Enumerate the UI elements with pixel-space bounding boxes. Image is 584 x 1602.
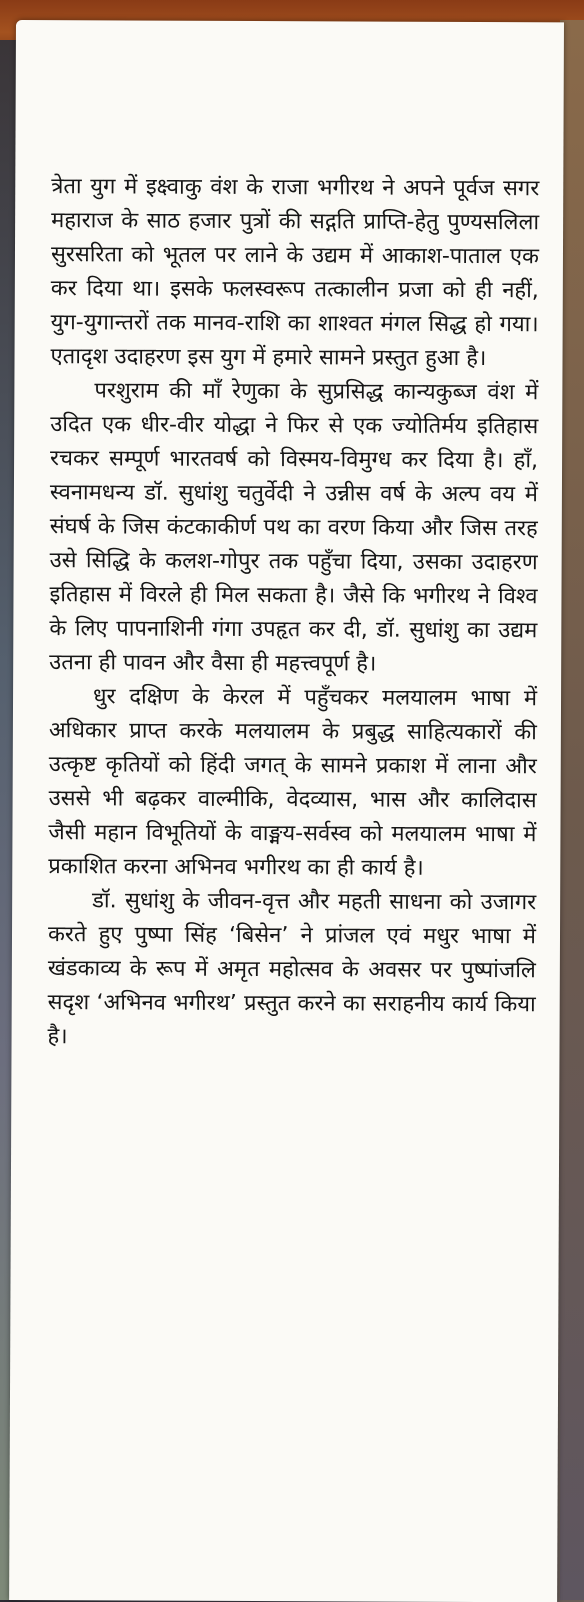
paragraph-2: परशुराम की माँ रेणुका के सुप्रसिद्ध कान्यकुब्ज वंश में उदित एक धीर-वीर योद्धा ने फिर से एक ज्योतिर्मय इतिहास रचकर सम्पूर्ण भारतवर्ष को विस्मय-विमुग्ध कर दिया है। हाँ, स्वनामधन्य डॉ. सुधांशु चतुर्वेदी ने उन्नीस वर्ष के अल्प वय में संघर्ष के जिस कंटकाकीर्ण पथ का वरण किया और जिस तरह उसे सिद्धि के कलश-गोपुर तक पहुँचा दिया, उसका उदाहरण इतिहास में विरले ही मिल सकता है। जैसे कि भगीरथ ने विश्व के लिए पापनाशिनी गंगा उपहृत कर दी, डॉ. सुधांशु का उद्यम उतना ही पावन और वैसा ही महत्त्वपूर्ण है। [49, 378, 539, 677]
page-text [47, 170, 539, 1056]
paragraph-4: डॉ. सुधांशु के जीवन-वृत्त और महती साधना को उजागर करते हुए पुष्पा सिंह ‘बिसेन’ ने प्रांजल एवं मधुर भाषा में खंडकाव्य के रूप में अमृत महोत्सव के अवसर पर पुष्पांजलि सदृश ‘अभिनव भगीरथ’ प्रस्तुत करने का सराहनीय कार्य किया है। [47, 888, 537, 1050]
paragraph-1: त्रेता युग में इक्ष्वाकु वंश के राजा भगीरथ ने अपने पूर्वज सगर महाराज के साठ हजार पुत्रों की सद्गति प्राप्ति-हेतु पुण्यसलिला सुरसरिता को भूतल पर लाने के उद्यम में आकाश-पाताल एक कर दिया था। इसके फलस्वरूप तत्कालीन प्रजा को ही नहीं, युग-युगान्तरों तक मानव-राशि का शाश्वत मंगल सिद्ध हो गया। एतादृश उदाहरण इस युग में हमारे सामने प्रस्तुत हुआ है। [50, 174, 540, 372]
paragraph-3: धुर दक्षिण के केरल में पहुँचकर मलयालम भाषा में अधिकार प्राप्त करके मलयालम के प्रबुद्ध साहित्यकारों की उत्कृष्ट कृतियों को हिंदी जगत् के सामने प्रकाश में लाना और उससे भी बढ़कर वाल्मीकि, वेदव्यास, भास और कालिदास जैसी महान विभूतियों के वाङ्मय-सर्वस्व को मलयालम भाषा में प्रकाशित करना अभिनव भगीरथ का ही कार्य है। [48, 684, 538, 881]
book-page [9, 20, 564, 1602]
background-right-edge [560, 20, 584, 1600]
